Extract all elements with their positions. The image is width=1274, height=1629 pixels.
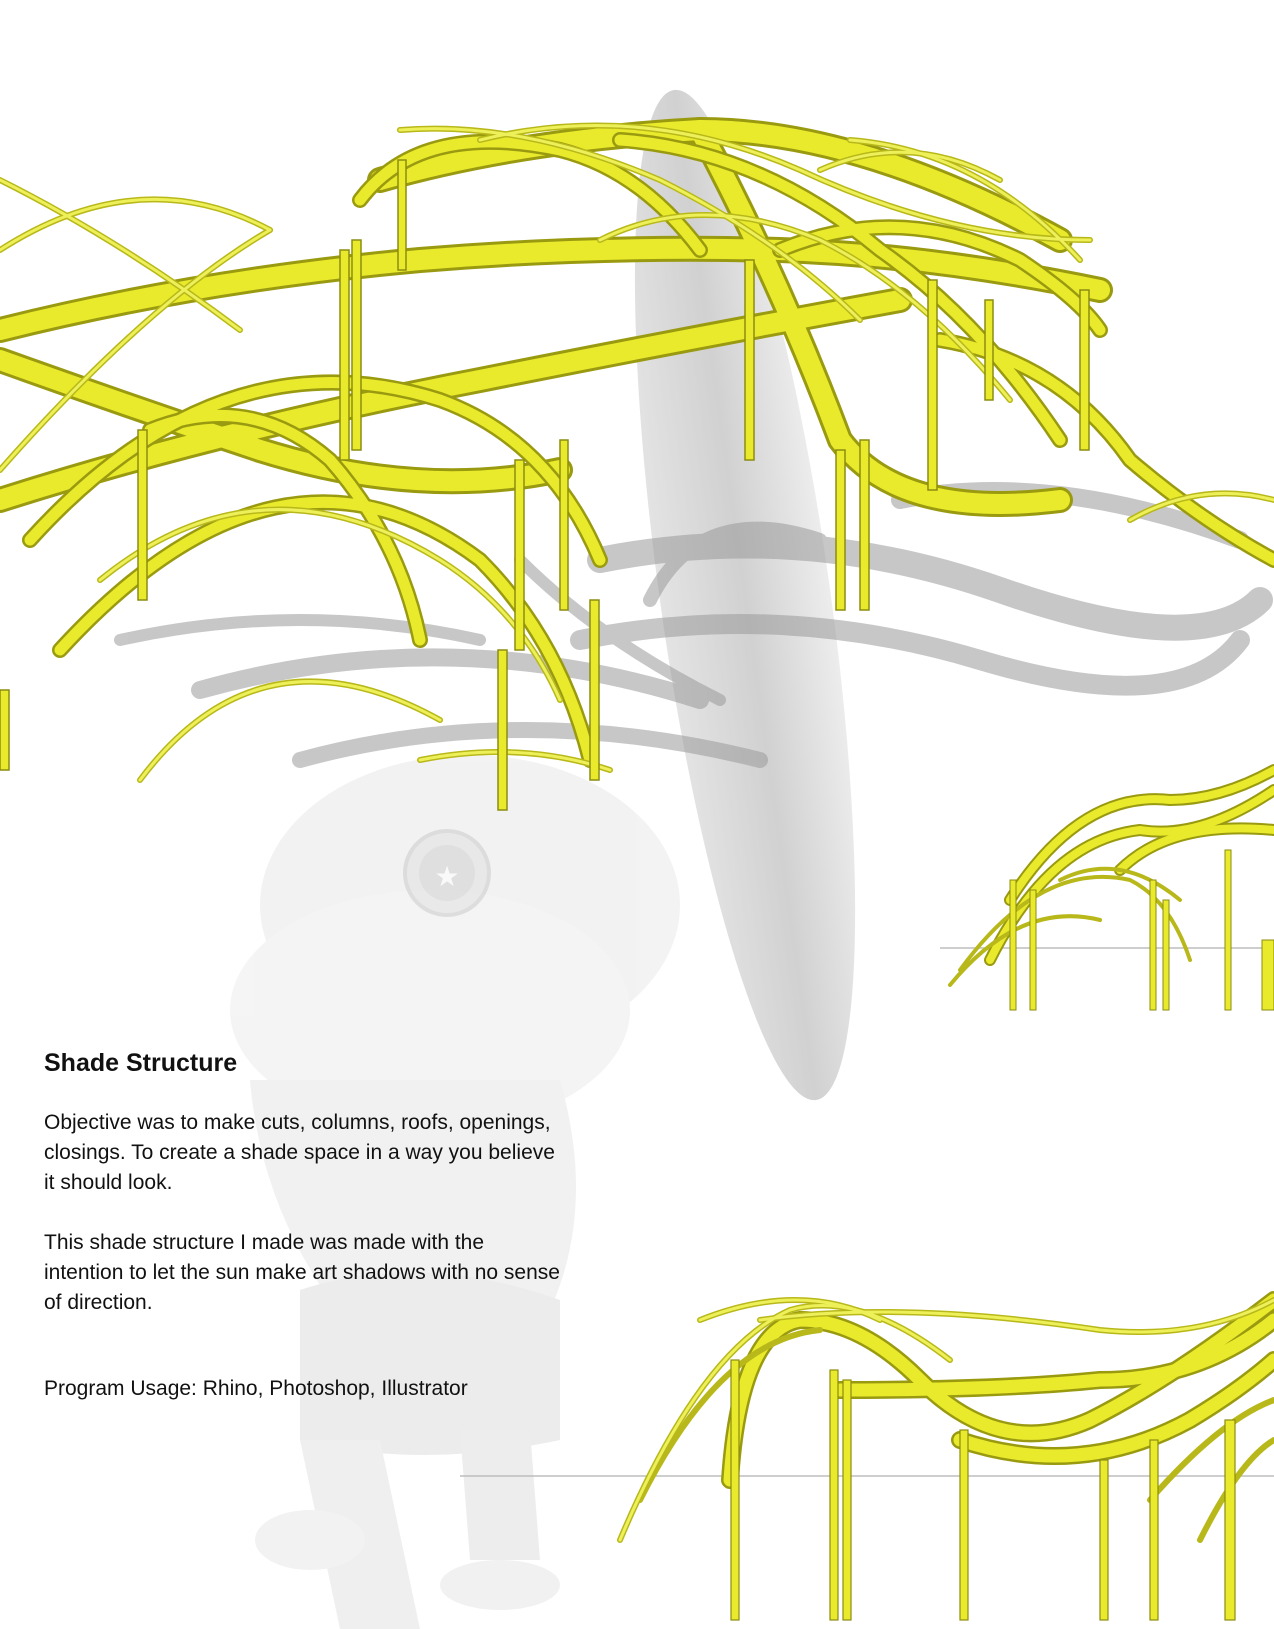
page-title: Shade Structure <box>44 1049 238 1077</box>
description-block <box>44 1048 564 1348</box>
program-usage: Program Usage: Rhino, Photoshop, Illustrator <box>44 1377 468 1400</box>
intention-paragraph: This shade structure I made was made with the intention to let the sun make art shadows with no sense of direction. <box>44 1231 560 1314</box>
svg-text:★: ★ <box>434 860 460 893</box>
objective-paragraph: Objective was to make cuts, columns, roofs, openings, closings. To create a shade space in a way you believe it should look. <box>44 1111 555 1194</box>
